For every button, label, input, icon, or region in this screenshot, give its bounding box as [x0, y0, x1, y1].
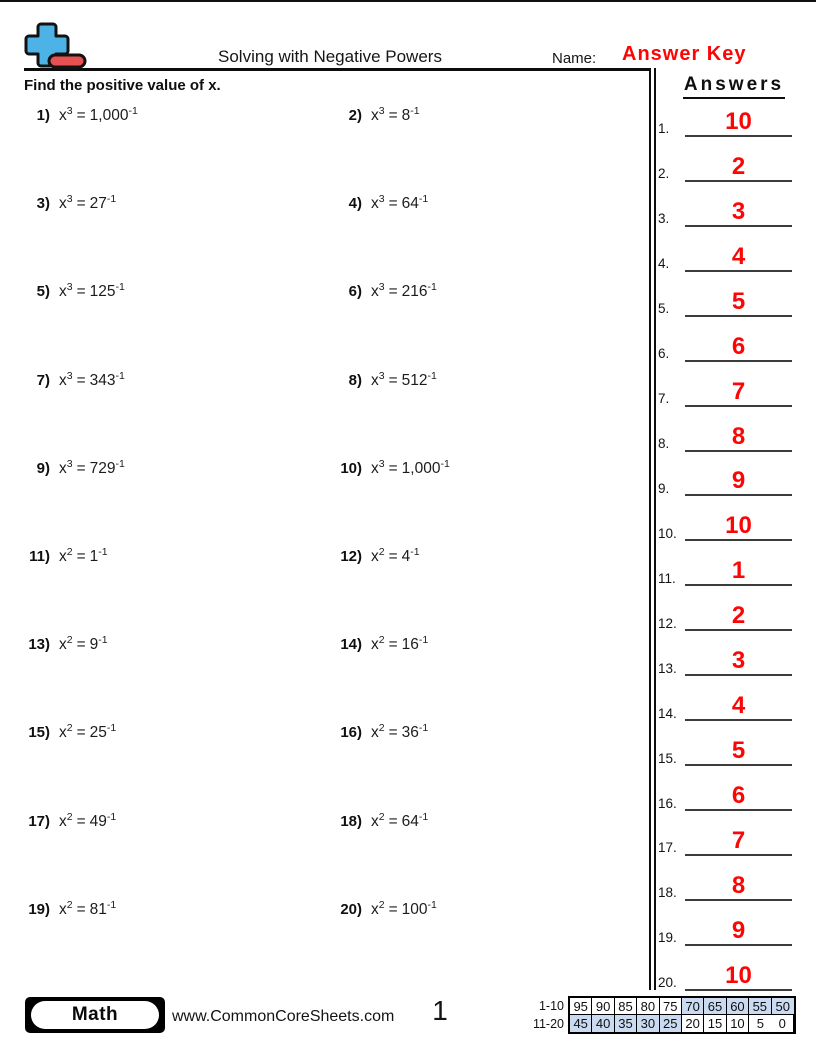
answer-value: 3: [731, 647, 746, 675]
page-top-border: [0, 0, 816, 2]
score-cell: 60: [727, 998, 749, 1015]
variable-exponent: 3: [66, 457, 73, 470]
score-cell: 10: [727, 1015, 749, 1032]
answer-blank-line: [685, 182, 792, 227]
answer-blank-line: [685, 946, 792, 991]
rhs-exponent: -1: [418, 634, 429, 647]
answer-value: 9: [731, 916, 746, 944]
problem-item: [336, 276, 646, 364]
answer-number: 9.: [658, 480, 670, 496]
rhs-value: 1: [89, 547, 99, 565]
score-cell: 90: [592, 998, 614, 1015]
problem-expression: [59, 369, 125, 390]
answer-value: 7: [731, 826, 746, 854]
problem-item: [24, 453, 336, 541]
problem-expression: [371, 195, 428, 213]
answer-number: 4.: [658, 256, 670, 272]
variable-exponent: 3: [378, 369, 385, 382]
problem-expression: [371, 283, 437, 301]
equals-sign: =: [76, 547, 86, 565]
answer-blank-line: [685, 766, 792, 811]
equals-sign: =: [388, 459, 398, 477]
page-number: 1: [432, 995, 448, 1026]
problem-expression: [59, 636, 108, 654]
answer-row: [658, 182, 792, 227]
problem-item: [336, 100, 646, 188]
score-cell: 5: [756, 1016, 764, 1031]
equals-sign: =: [388, 107, 398, 124]
answer-value: 4: [731, 242, 746, 270]
equals-sign: =: [76, 900, 86, 918]
equals-sign: =: [76, 636, 86, 654]
answer-value: 6: [731, 782, 746, 809]
answer-value: 2: [731, 602, 746, 630]
problem-number: 11): [29, 547, 50, 565]
answer-number: 2.: [658, 166, 670, 182]
problem-item: [336, 717, 646, 805]
answer-row: [658, 631, 792, 676]
problem-expression: [59, 724, 116, 742]
problem-number: 15): [28, 724, 50, 742]
variable-exponent: 2: [66, 545, 73, 558]
problem-number: 6): [348, 283, 362, 301]
variable-exponent: 3: [378, 193, 385, 206]
variable-base: x: [59, 636, 67, 654]
rhs-exponent: -1: [106, 722, 117, 735]
answer-blank-line: [685, 721, 792, 766]
rhs-exponent: -1: [427, 281, 437, 294]
score-cell: 70: [682, 998, 704, 1015]
equals-sign: =: [388, 547, 398, 565]
score-grid: [568, 996, 796, 1034]
equals-sign: =: [388, 812, 398, 830]
answer-number: 6.: [658, 346, 670, 362]
equals-sign: =: [76, 107, 86, 124]
answer-blank-line: [685, 586, 792, 631]
score-cell: 0: [772, 1015, 794, 1032]
rhs-value: 49: [89, 812, 107, 830]
variable-base: x: [59, 107, 67, 124]
plus-minus-logo-graphic: [24, 21, 100, 71]
answers-panel: [658, 74, 792, 991]
answer-value: 1: [731, 557, 746, 585]
answer-row: [658, 676, 792, 721]
rhs-value: 64: [401, 195, 419, 213]
problem-item: [336, 894, 646, 982]
answer-row: [658, 541, 792, 586]
score-cell: 65: [704, 998, 726, 1015]
problem-expression: [59, 195, 116, 213]
score-table: [528, 996, 796, 1034]
answer-key-text: Answer Key: [622, 43, 747, 65]
problem-item: [336, 453, 646, 541]
answer-blank-line: [685, 676, 792, 721]
problem-item: [24, 629, 336, 717]
problem-item: [336, 188, 646, 276]
problem-item: [336, 629, 646, 717]
equals-sign: =: [388, 371, 398, 389]
problem-number: 2): [348, 107, 362, 124]
score-cell: 75: [660, 998, 682, 1015]
answer-value: 4: [731, 692, 746, 720]
rhs-exponent: -1: [115, 369, 125, 382]
answer-number: 16.: [658, 795, 677, 811]
variable-base: x: [371, 900, 379, 918]
equals-sign: =: [76, 459, 86, 477]
variable-base: x: [371, 724, 379, 742]
rhs-exponent: -1: [115, 281, 125, 294]
subject-badge: [25, 997, 165, 1033]
rhs-exponent: -1: [106, 193, 117, 206]
answer-blank-line: [685, 92, 792, 137]
rhs-exponent: -1: [427, 369, 437, 382]
answers-list: [658, 92, 792, 991]
page-title: Solving with Negative Powers: [218, 47, 442, 66]
score-cell: 40: [592, 1015, 614, 1032]
answer-value: 8: [731, 422, 746, 450]
problem-expression: [59, 545, 108, 566]
problem-expression: [59, 283, 125, 301]
equals-sign: =: [76, 724, 86, 742]
variable-base: x: [59, 371, 67, 389]
variable-exponent: 3: [378, 457, 385, 470]
website-url: www.CommonCoreSheets.com: [172, 1008, 395, 1025]
problem-item: [24, 100, 336, 188]
problem-expression: [371, 369, 437, 390]
score-cell: 35: [615, 1015, 637, 1032]
variable-exponent: 2: [378, 634, 385, 647]
rhs-exponent: -1: [106, 810, 117, 823]
answer-value: 5: [731, 737, 746, 765]
score-cell: 55: [749, 998, 771, 1015]
problem-expression: [371, 636, 428, 654]
answer-number: 3.: [658, 211, 670, 227]
answers-divider-line-outer: [649, 68, 651, 990]
answer-blank-line: [685, 901, 792, 946]
answer-row: [658, 92, 792, 137]
variable-base: x: [371, 636, 379, 654]
answer-row: [658, 721, 792, 766]
problem-item: [24, 894, 336, 982]
variable-base: x: [59, 547, 67, 565]
variable-exponent: 2: [66, 898, 73, 911]
variable-exponent: 3: [378, 281, 385, 294]
answer-blank-line: [685, 496, 792, 541]
variable-exponent: 2: [66, 634, 73, 647]
answer-number: 10.: [658, 525, 677, 541]
score-cell: 45: [570, 1015, 592, 1032]
variable-exponent: 2: [378, 898, 385, 911]
variable-base: x: [59, 459, 67, 477]
problem-expression: [371, 724, 428, 742]
answer-number: 17.: [658, 840, 677, 856]
variable-base: x: [59, 812, 67, 830]
score-cell: 50: [772, 998, 794, 1015]
answer-row: [658, 137, 792, 182]
answer-value: 9: [731, 467, 746, 495]
variable-base: x: [59, 724, 67, 742]
rhs-value: 1,000: [89, 107, 129, 124]
variable-exponent: 3: [66, 193, 73, 206]
rhs-value: 25: [89, 724, 107, 742]
problem-expression: [59, 107, 138, 125]
problem-expression: [371, 457, 450, 478]
problem-expression: [371, 810, 429, 831]
equals-sign: =: [388, 724, 398, 742]
equals-sign: =: [388, 283, 398, 301]
answer-number: 15.: [658, 750, 677, 766]
score-cell: 15: [704, 1015, 726, 1032]
answer-value: 6: [731, 332, 746, 360]
answer-blank-line: [685, 856, 792, 901]
answer-row: [658, 856, 792, 901]
rhs-exponent: -1: [410, 545, 420, 558]
answer-number: 13.: [658, 660, 677, 676]
problem-number: 18): [340, 812, 362, 830]
rhs-value: 343: [89, 371, 116, 389]
rhs-exponent: -1: [98, 634, 108, 647]
variable-exponent: 2: [66, 722, 73, 735]
answer-number: 1.: [658, 121, 670, 137]
equals-sign: =: [388, 900, 398, 918]
problem-item: [336, 806, 646, 894]
problem-number: 12): [340, 547, 362, 565]
equals-sign: =: [76, 371, 86, 389]
variable-exponent: 2: [378, 545, 385, 558]
rhs-exponent: -1: [427, 898, 437, 911]
answer-blank-line: [685, 137, 792, 182]
rhs-value: 729: [89, 459, 116, 477]
score-cell: 30: [637, 1015, 659, 1032]
answer-row: [658, 946, 792, 991]
answer-row: [658, 272, 792, 317]
rhs-exponent: -1: [418, 722, 429, 735]
problem-number: 14): [340, 636, 362, 654]
variable-base: x: [371, 459, 379, 477]
rhs-exponent: -1: [115, 457, 125, 470]
answer-value: 10: [725, 107, 752, 135]
answer-value: 7: [731, 377, 746, 405]
instructions-text: Find the positive value of x.: [24, 77, 221, 94]
variable-exponent: 2: [66, 810, 73, 823]
variable-exponent: 3: [66, 105, 73, 117]
rhs-value: 9: [89, 636, 99, 654]
problem-item: [24, 717, 336, 805]
rhs-value: 1,000: [401, 459, 441, 477]
variable-exponent: 2: [378, 722, 385, 735]
answer-blank-line: [685, 362, 792, 407]
problem-expression: [371, 898, 437, 919]
variable-base: x: [371, 371, 379, 389]
answer-row: [658, 317, 792, 362]
name-label: Name:: [552, 50, 597, 67]
answer-row: [658, 362, 792, 407]
problem-number: 9): [36, 459, 50, 477]
rhs-value: 125: [89, 283, 116, 301]
problem-item: [24, 365, 336, 453]
answer-row: [658, 901, 792, 946]
problem-expression: [371, 545, 420, 566]
problem-number: 16): [340, 724, 362, 742]
answer-row: [658, 407, 792, 452]
answer-number: 20.: [658, 975, 677, 991]
answer-value: 10: [725, 512, 752, 540]
equals-sign: =: [388, 636, 398, 654]
rhs-exponent: -1: [98, 545, 108, 558]
rhs-value: 27: [89, 195, 107, 213]
answer-blank-line: [685, 317, 792, 362]
answers-title: Answers: [683, 74, 785, 99]
answer-number: 11.: [658, 570, 676, 586]
equals-sign: =: [76, 283, 86, 301]
rhs-value: 216: [401, 283, 428, 301]
problem-number: 8): [348, 371, 362, 389]
answer-number: 18.: [658, 885, 677, 901]
answer-value: 3: [731, 197, 746, 225]
rhs-value: 36: [401, 724, 419, 742]
problem-number: 19): [28, 900, 50, 918]
problem-item: [24, 276, 336, 364]
variable-base: x: [59, 195, 67, 213]
rhs-exponent: -1: [440, 457, 450, 470]
score-cell: 80: [637, 998, 659, 1015]
rhs-value: 16: [401, 636, 419, 654]
answer-row: [658, 811, 792, 856]
variable-base: x: [371, 283, 379, 301]
variable-base: x: [371, 547, 379, 565]
answer-blank-line: [685, 631, 792, 676]
answer-blank-line: [685, 407, 792, 452]
answer-number: 8.: [658, 436, 670, 451]
variable-base: x: [59, 900, 67, 918]
subject-badge-pill: [31, 1001, 159, 1029]
variable-base: x: [59, 283, 67, 301]
answer-number: 19.: [658, 930, 677, 946]
rhs-value: 100: [401, 900, 428, 918]
problem-item: [24, 541, 336, 629]
answers-divider-line-inner: [654, 68, 656, 990]
answer-row: [658, 766, 792, 811]
answer-blank-line: [685, 811, 792, 856]
answer-value: 2: [731, 152, 746, 180]
rhs-value: 512: [401, 371, 428, 389]
problem-expression: [371, 107, 420, 125]
problem-number: 4): [348, 195, 362, 213]
score-cell: 95: [570, 998, 592, 1015]
rhs-exponent: -1: [418, 810, 429, 823]
score-row-labels: [528, 997, 564, 1033]
problems-grid: [24, 100, 646, 982]
equals-sign: =: [76, 195, 86, 213]
problem-item: [336, 365, 646, 453]
rhs-exponent: -1: [410, 105, 420, 117]
variable-base: x: [371, 812, 379, 830]
problem-expression: [59, 898, 117, 919]
minus-icon: [49, 55, 85, 67]
subject-badge-label: Math: [71, 1004, 119, 1025]
problem-number: 5): [36, 283, 50, 301]
answer-blank-line: [685, 272, 792, 317]
equals-sign: =: [388, 195, 398, 213]
variable-exponent: 2: [378, 810, 385, 823]
problem-number: 17): [28, 812, 50, 830]
answer-number: 5.: [658, 301, 670, 317]
answer-number: 7.: [658, 391, 670, 407]
problem-item: [24, 188, 336, 276]
variable-base: x: [371, 195, 379, 213]
answer-blank-line: [685, 541, 792, 586]
rhs-value: 81: [89, 900, 107, 918]
answer-blank-line: [685, 452, 792, 497]
problem-number: 10): [340, 459, 362, 477]
answer-number: 14.: [658, 705, 677, 721]
equals-sign: =: [76, 812, 86, 830]
answer-row: [658, 496, 792, 541]
problem-expression: [59, 457, 125, 478]
rhs-value: 8: [401, 107, 411, 124]
score-cell: 25: [660, 1015, 682, 1032]
problem-number: 13): [28, 636, 50, 654]
problem-number: 7): [36, 371, 50, 389]
problem-item: [24, 806, 336, 894]
commoncoresheets-logo: [24, 21, 100, 76]
rhs-exponent: -1: [106, 898, 117, 911]
score-cell: 85: [615, 998, 637, 1015]
variable-exponent: 3: [66, 281, 73, 294]
rhs-exponent: -1: [418, 193, 429, 206]
answer-value: 10: [725, 961, 752, 989]
answer-blank-line: [685, 227, 792, 272]
score-cell: 20: [682, 1015, 704, 1032]
answer-number: 12.: [658, 615, 677, 631]
answer-value: 5: [731, 287, 746, 315]
answer-value: 8: [731, 871, 746, 899]
score-row2-label: 11-20: [532, 1017, 564, 1031]
rhs-value: 4: [401, 547, 411, 565]
problem-item: [336, 541, 646, 629]
header-rule: [24, 68, 650, 71]
rhs-value: 64: [401, 812, 419, 830]
answer-row: [658, 227, 792, 272]
answer-row: [658, 586, 792, 631]
problem-number: 3): [36, 195, 50, 213]
variable-exponent: 3: [378, 105, 385, 117]
variable-base: x: [371, 107, 379, 124]
problem-expression: [59, 810, 117, 831]
score-row1-label: 1-10: [538, 999, 564, 1013]
rhs-exponent: -1: [128, 105, 138, 117]
answer-row: [658, 452, 792, 497]
problem-number: 20): [340, 900, 362, 918]
problem-number: 1): [36, 107, 50, 124]
variable-exponent: 3: [66, 369, 73, 382]
